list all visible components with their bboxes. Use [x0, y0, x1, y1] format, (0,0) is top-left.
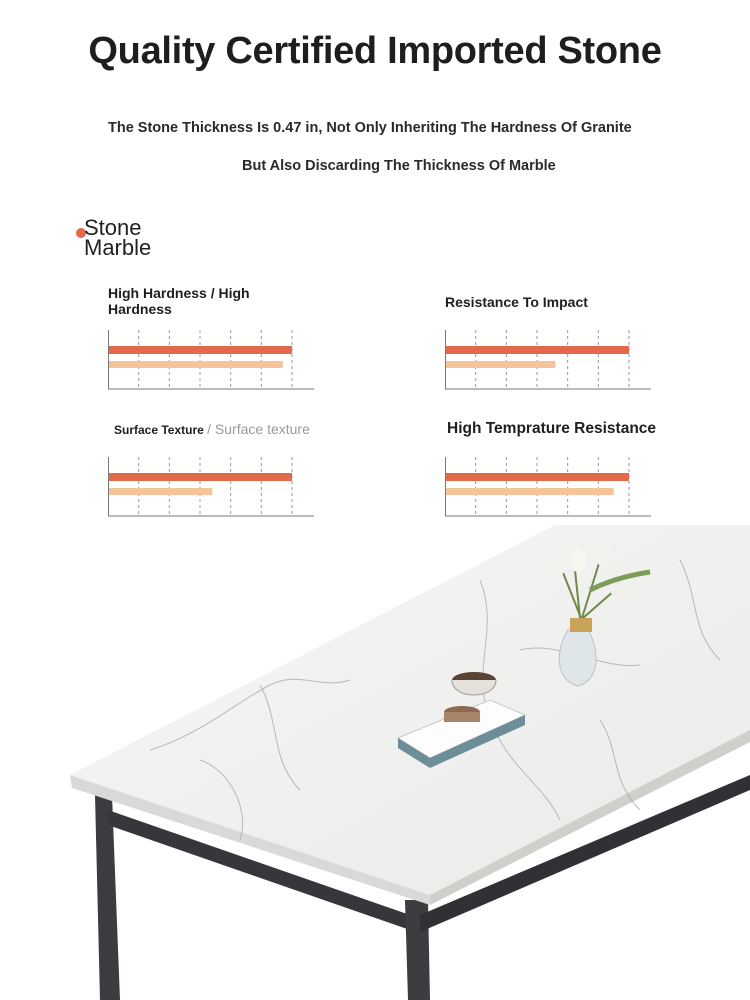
- subtitle-line-1: The Stone Thickness Is 0.47 in, Not Only Inheriting The Hardness Of Granite: [108, 120, 632, 136]
- legend-label-stone: Stone: [84, 215, 142, 240]
- bar-stone: [445, 473, 629, 481]
- table-scene-image: [0, 520, 750, 1000]
- chart-hardness: [108, 330, 318, 392]
- marble-tabletop: [70, 525, 750, 905]
- subtitle-line-2: But Also Discarding The Thickness Of Marble: [242, 158, 556, 174]
- chart-temperature: [445, 457, 655, 519]
- chart-title-texture-main: Surface Texture: [114, 423, 204, 437]
- bar-stone: [445, 346, 629, 354]
- page-title: Quality Certified Imported Stone: [88, 30, 662, 72]
- bar-marble: [108, 361, 283, 368]
- bar-stone: [108, 473, 292, 481]
- chart-title-texture: [114, 421, 310, 438]
- chart-texture: [108, 457, 318, 519]
- chart-title-hardness: High Hardness / High Hardness: [108, 285, 250, 317]
- bar-marble: [445, 361, 555, 368]
- bar-stone: [108, 346, 292, 354]
- chart-impact: [445, 330, 655, 392]
- legend-label-marble: Marble: [84, 235, 152, 260]
- chart-title-impact: Resistance To Impact: [445, 294, 588, 310]
- chart-title-texture-extra: / Surface texture: [207, 421, 310, 437]
- bar-marble: [108, 488, 212, 495]
- chart-title-temperature: High Temprature Resistance: [447, 420, 657, 437]
- bar-marble: [445, 488, 614, 495]
